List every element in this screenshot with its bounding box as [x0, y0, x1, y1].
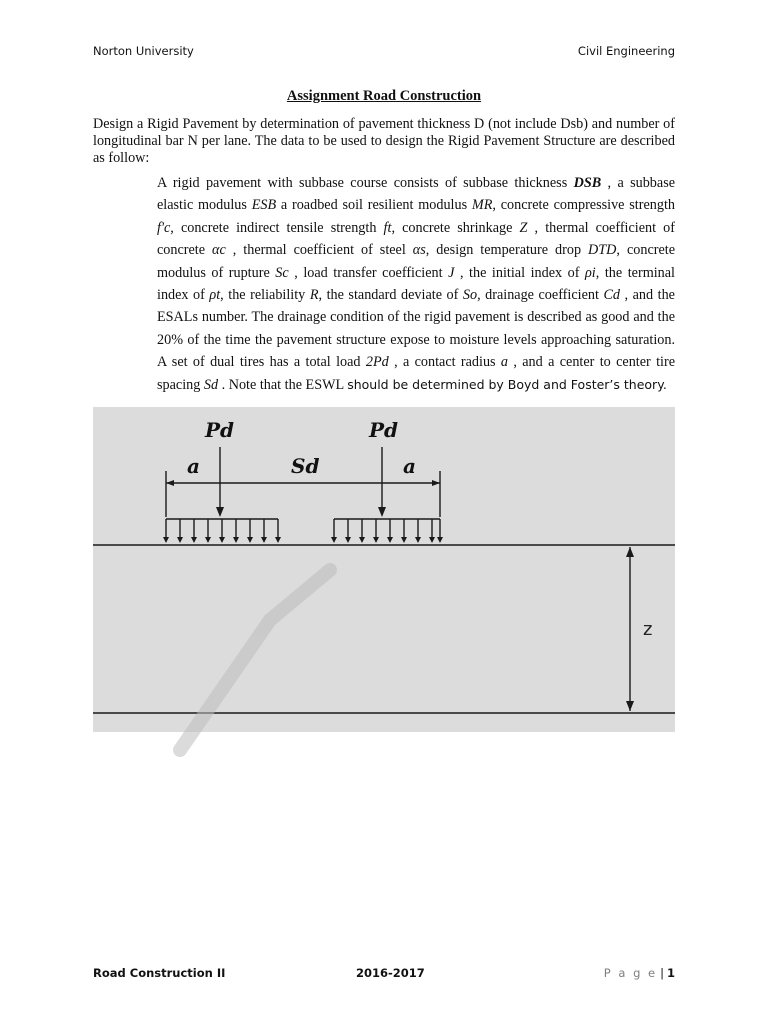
var-alpha-s: αs: [412, 242, 426, 259]
footer-page: [604, 966, 675, 980]
text-segment: A rigid pavement with subbase course consists of subbase thickness: [157, 175, 574, 191]
text-segment: , thermal coefficient of steel: [225, 242, 413, 259]
z-label: z: [643, 619, 653, 640]
dual-tire-load-figure: [93, 407, 675, 732]
header-department: Civil Engineering: [577, 44, 675, 58]
text-segment: , drainage coefficient: [477, 287, 604, 304]
text-segment: , thermal coefficient of concrete: [157, 219, 676, 259]
text-segment: , and a center to center tire spacing: [157, 354, 675, 393]
text-segment: , concrete compressive strength: [492, 197, 675, 214]
var-r: R: [309, 287, 319, 304]
text-segment: , concrete modulus of rupture: [157, 242, 675, 281]
a-label-left: a: [187, 454, 200, 478]
footer-year: 2016-2017: [356, 966, 425, 980]
var-alpha-c: αc: [212, 242, 226, 259]
var-sd: Sd: [203, 376, 219, 393]
footer-course: Road Construction II: [93, 966, 226, 980]
var-rho-t: ρt: [209, 287, 221, 304]
text-segment: , design temperature drop: [425, 242, 589, 259]
theory-note: should be determined by Boyd and Foster’s theory.: [347, 376, 667, 392]
assignment-title: Assignment Road Construction: [286, 88, 482, 104]
var-fc: f'c: [157, 219, 171, 236]
var-a: a: [500, 354, 509, 371]
header-university: Norton University: [93, 44, 194, 58]
var-esb: ESB: [251, 197, 277, 214]
var-z: Z: [519, 219, 528, 236]
text-segment: , concrete shrinkage: [391, 219, 520, 236]
text-segment: , and the ESALs number. The drainage condition of the rigid pavement is described as good and the 20% of the time the pavement structure expose to moisture levels approaching saturation. A set of dual tires has a total load: [157, 287, 675, 371]
var-2pd: 2Pd: [365, 354, 389, 371]
problem-description: [157, 172, 675, 396]
text-segment: , a contact radius: [388, 354, 501, 371]
text-segment: , the initial index of: [454, 264, 585, 281]
intro-paragraph: Design a Rigid Pavement by determination of pavement thickness D (not include Dsb) and number of longitudinal bar N per lane. The data to be used to design the Rigid Pavement Structure are described as follow:: [93, 116, 675, 166]
var-so: So: [462, 287, 478, 304]
text-segment: , the terminal index of: [157, 264, 676, 304]
text-segment: . Note that the ESWL: [218, 376, 348, 393]
text-segment: , the reliability: [220, 287, 310, 304]
var-dsb: DSB: [573, 175, 602, 191]
text-segment: , a subbase elastic modulus: [157, 175, 676, 214]
var-j: J: [448, 264, 455, 281]
var-cd: Cd: [603, 287, 621, 304]
a-label-right: a: [403, 454, 416, 478]
page-label: P a g e: [603, 966, 658, 980]
var-rho-i: ρi: [585, 264, 596, 281]
var-dtd: DTD: [588, 242, 617, 259]
sd-label: Sd: [291, 454, 320, 478]
text-segment: a roadbed soil resilient modulus: [276, 197, 472, 214]
text-segment: , concrete indirect tensile strength: [170, 219, 384, 236]
pd-label-left: Pd: [205, 418, 235, 442]
pd-label-right: Pd: [369, 418, 399, 442]
page-separator: |: [660, 966, 664, 980]
text-segment: , load transfer coefficient: [288, 264, 449, 281]
text-segment: , the standard deviate of: [318, 287, 463, 304]
page-number: 1: [666, 966, 675, 980]
var-ft: ft: [383, 219, 392, 236]
var-sc: Sc: [275, 264, 289, 281]
var-mr: MR: [471, 197, 493, 214]
